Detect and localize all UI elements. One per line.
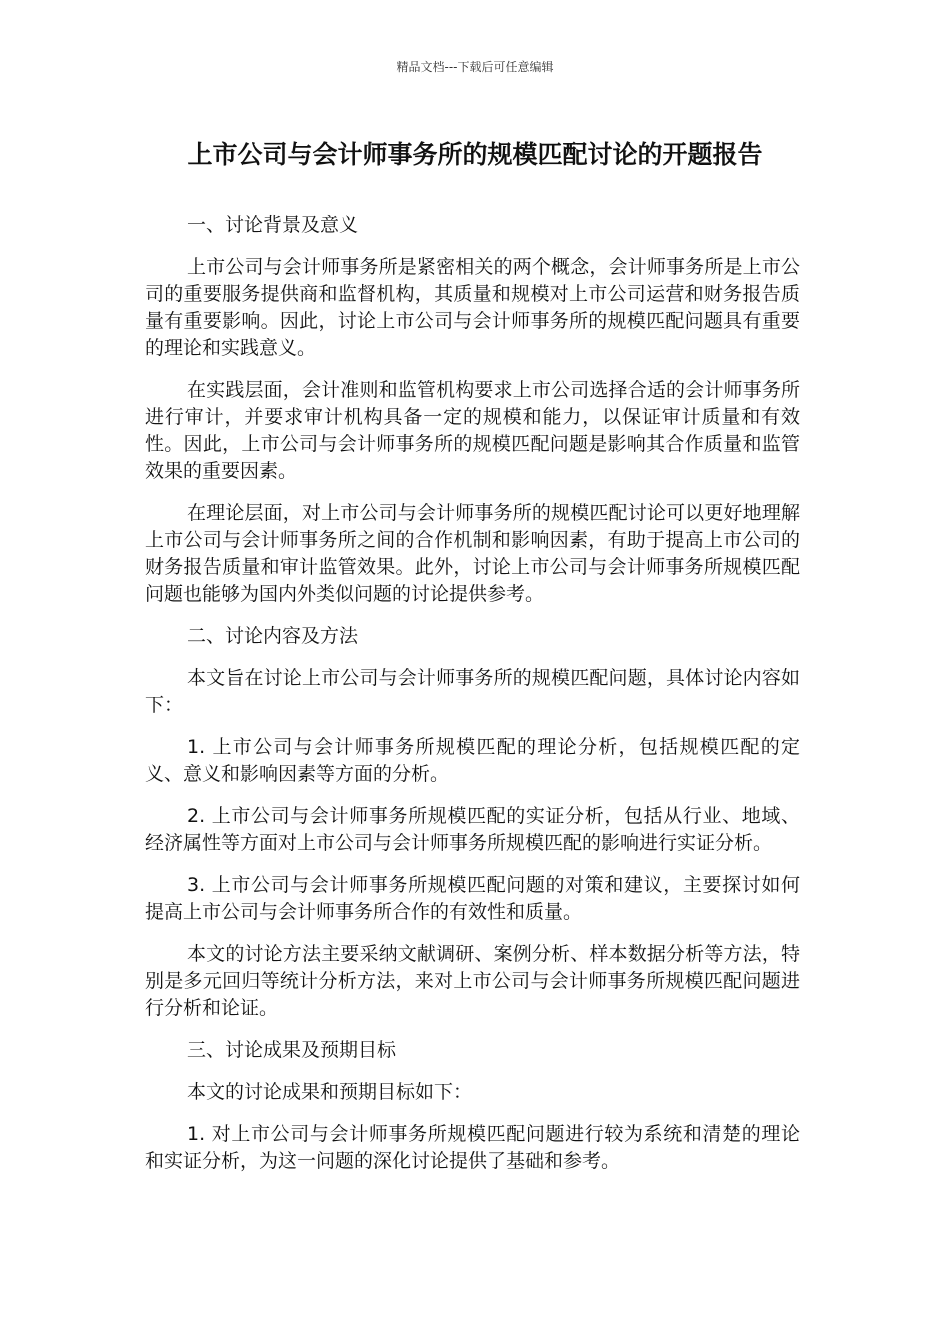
document-body [145,212,800,1190]
section-heading-1: 一、讨论背景及意义 [187,214,359,236]
list-item: 1. 上市公司与会计师事务所规模匹配的理论分析，包括规模匹配的定义、意义和影响因素等方面的分析。 [145,736,800,785]
list-item: 3. 上市公司与会计师事务所规模匹配问题的对策和建议，主要探讨如何提高上市公司与会计师事务所合作的有效性和质量。 [145,874,800,923]
paragraph: 本文的讨论方法主要采纳文献调研、案例分析、样本数据分析等方法，特别是多元回归等统计分析方法，来对上市公司与会计师事务所规模匹配问题进行分析和论证。 [145,943,800,1019]
section-heading-2: 二、讨论内容及方法 [187,625,359,647]
paragraph: 在实践层面，会计准则和监管机构要求上市公司选择合适的会计师事务所进行审计，并要求审计机构具备一定的规模和能力，以保证审计质量和有效性。因此，上市公司与会计师事务所的规模匹配问题是影响其合作质量和监管效果的重要因素。 [145,379,800,482]
list-item: 2. 上市公司与会计师事务所规模匹配的实证分析，包括从行业、地域、经济属性等方面对上市公司与会计师事务所规模匹配的影响进行实证分析。 [145,805,800,854]
paragraph: 上市公司与会计师事务所是紧密相关的两个概念，会计师事务所是上市公司的重要服务提供商和监督机构，其质量和规模对上市公司运营和财务报告质量有重要影响。因此，讨论上市公司与会计师事务所的规模匹配问题具有重要的理论和实践意义。 [145,256,800,359]
paragraph: 本文的讨论成果和预期目标如下： [187,1081,473,1103]
header-note: 精品文档---下载后可任意编辑 [396,60,554,74]
paragraph: 本文旨在讨论上市公司与会计师事务所的规模匹配问题，具体讨论内容如下： [145,667,800,716]
list-item: 1. 对上市公司与会计师事务所规模匹配问题进行较为系统和清楚的理论和实证分析，为这一问题的深化讨论提供了基础和参考。 [145,1123,800,1172]
paragraph: 在理论层面，对上市公司与会计师事务所的规模匹配讨论可以更好地理解上市公司与会计师事务所之间的合作机制和影响因素，有助于提高上市公司的财务报告质量和审计监管效果。此外，讨论上市公司与会计师事务所规模匹配问题也能够为国内外类似问题的讨论提供参考。 [145,502,800,605]
section-heading-3: 三、讨论成果及预期目标 [187,1039,397,1061]
document-title: 上市公司与会计师事务所的规模匹配讨论的开题报告 [187,140,763,169]
